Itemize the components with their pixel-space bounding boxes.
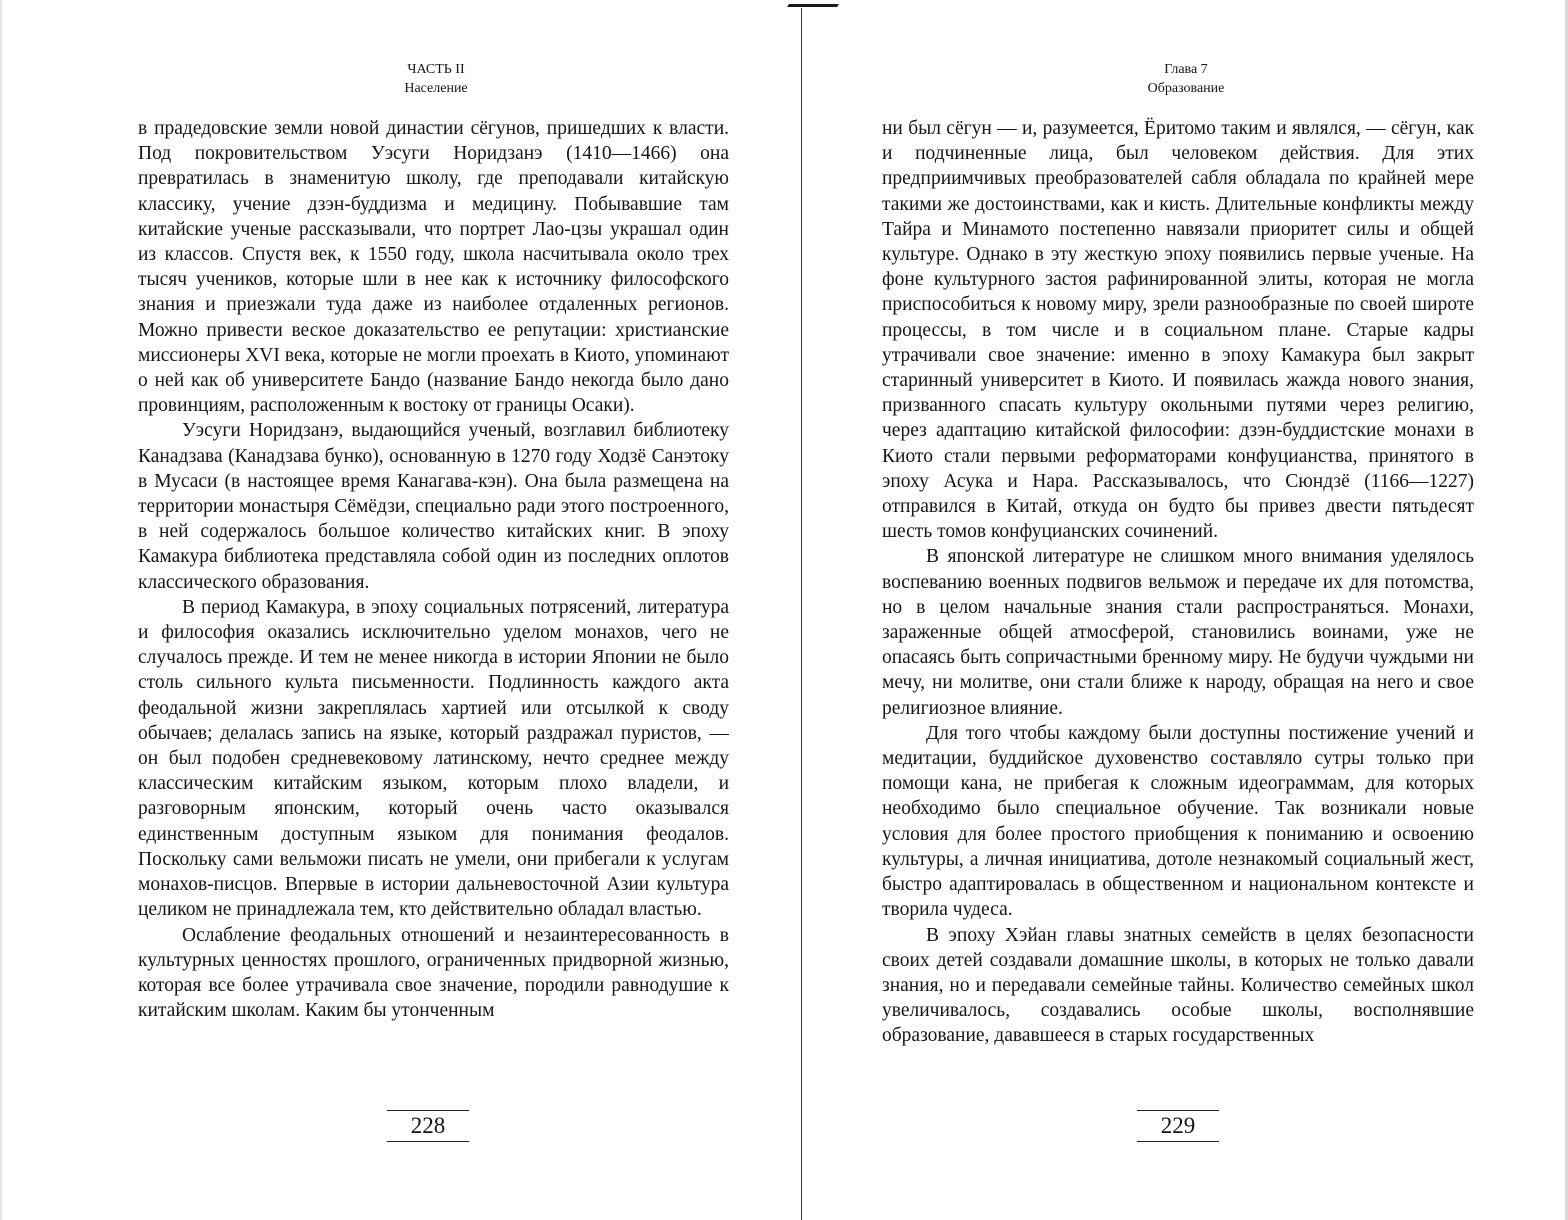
paragraph: В японской литературе не слишком много внимания уделялось воспеванию военных подвигов вельмож и передаче их для потомства, но в целом начальные знания стали распространяться. Монахи, зараженные общей атмосферой, становились воинами, уже не опасаясь быть сопричастными бренному миру. Не будучи чуждыми ни мечу, ни молитве, они стали ближе к народу, обращая на него и свое религиозное влияние. [882, 546, 1474, 719]
running-head-left [138, 60, 734, 98]
section-title: Население [404, 81, 468, 96]
paragraph: В эпоху Хэйан главы знатных семейств в целях безопасности своих детей создавали домашние школы, в которых не только давали знания, но и передавали семейные тайны. Количество семейных школ увеличивалось, создавались особые школы, восполнявшие образование, дававшееся в старых государственных [882, 924, 1474, 1047]
right-page [784, 0, 1568, 1220]
body-text-left [138, 116, 729, 1023]
paragraph: Для того чтобы каждому были доступны постижение учений и медитации, буддийское духовенство составляло сутры только при помощи кана, не прибегая к сложным идеограммам, для которых необходимо было специальное обучение. Так возникали новые условия для более простого приобщения к пониманию и освоению культуры, а личная инициатива, дотоле незнакомый социальный жест, быстро адаптировалась в общественном и национальном контексте и творила чудеса. [882, 722, 1474, 921]
paragraph: ни был сёгун — и, разумеется, Ёритомо таким и являлся, — сёгун, как и подчиненные лица, был человеком действия. Для этих предприимчивых преобразователей сабля обладала по крайней мере такими же достоинствами, как и кисть. Длительные конфликты между Тайра и Минамото постепенно навязали приоритет силы и общей культуре. Однако в эту жесткую эпоху появились первые ученые. На фоне культурного застоя рафинированной элиты, которая не могла приспособиться к новому миру, зрели разнообразные по своей широте процессы, в том числе и в социальном плане. Старые кадры утрачивали свое значение: именно в эпоху Камакура был закрыт старинный университет в Киото. И появилась жажда нового знания, призванного спасать культуру окольными путями через религию, через адаптацию китайской философии: дзэн-буддистские монахи в Киото стали первыми реформаторами конфуцианства, принятого в эпоху Асука и Нара. Рассказывалось, что Сюндзё (1166—1227) отправился в Китай, откуда он будто бы привез двести пятьдесят шесть томов конфуцианских сочинений. [882, 118, 1474, 543]
page-number: 228 [387, 1110, 469, 1142]
paragraph: Уэсуги Норидзанэ, выдающийся ученый, возглавил библиотеку Канадзава (Канадзава бунко), основанную в 1270 году Ходзё Санэтоку в Мусаси (в настоящее время Канагава-кэн). Она была размещена на территории монастыря Сёмёдзи, специально ради этого построенного, в ней содержалось большое количество китайских книг. В эпоху Камакура библиотека представляла собой один из последних оплотов классического образования. [138, 420, 729, 593]
paragraph: В период Камакура, в эпоху социальных потрясений, литература и философия оказались исключительно уделом монахов, чего не случалось прежде. И тем не менее никогда в истории Японии не было столь сильного культа письменности. Подлинность каждого акта феодальной жизни закреплялась хартией или отсылкой к своду обычаев; делалась запись на языке, который раздражал пуристов, — он был подобен средневековому латинскому, нечто среднее между классическим китайским языком, которым плохо владели, и разговорным японским, который очень часто оказывался единственным доступным языком для понимания феодалов. Поскольку сами вельможи писать не умели, они прибегали к услугам монахов-писцов. Впервые в истории дальневосточной Азии культура целиком не принадлежала тем, кто действительно обладал властью. [138, 596, 729, 921]
body-text-right [882, 116, 1474, 1049]
page-number: 229 [1137, 1110, 1219, 1142]
running-head-right [888, 60, 1484, 98]
chapter-title: Глава 7 [1164, 62, 1208, 77]
paragraph: в прадедовские земли новой династии сёгунов, пришедших к власти. Под покровительством Уэсуги Норидзанэ (1410—1466) она превратилась в знаменитую школу, где преподавали китайскую классику, учение дзэн-буддизма и медицину. Побывавшие там китайские ученые рассказывали, что портрет Лао-цзы украшал один из классов. Спустя век, к 1550 году, школа насчитывала около трех тысяч учеников, которые шли в нее как к источнику философского знания и приезжали туда даже из наиболее отдаленных регионов. Можно привести веское доказательство ее репутации: христианские миссионеры XVI века, которые не могли проехать в Киото, упоминают о ней как об университете Бандо (название Бандо некогда было дано провинциям, расположенным к востоку от границы Осаки). [138, 118, 729, 417]
section-title: Образование [1147, 81, 1225, 96]
part-title: ЧАСТЬ II [407, 62, 465, 77]
paragraph: Ослабление феодальных отношений и незаинтересованность в культурных ценностях прошлого, ограниченных придворной жизнью, которая все более утрачивала свое значение, породили равнодушие к китайским школам. Каким бы утонченным [138, 924, 729, 1022]
